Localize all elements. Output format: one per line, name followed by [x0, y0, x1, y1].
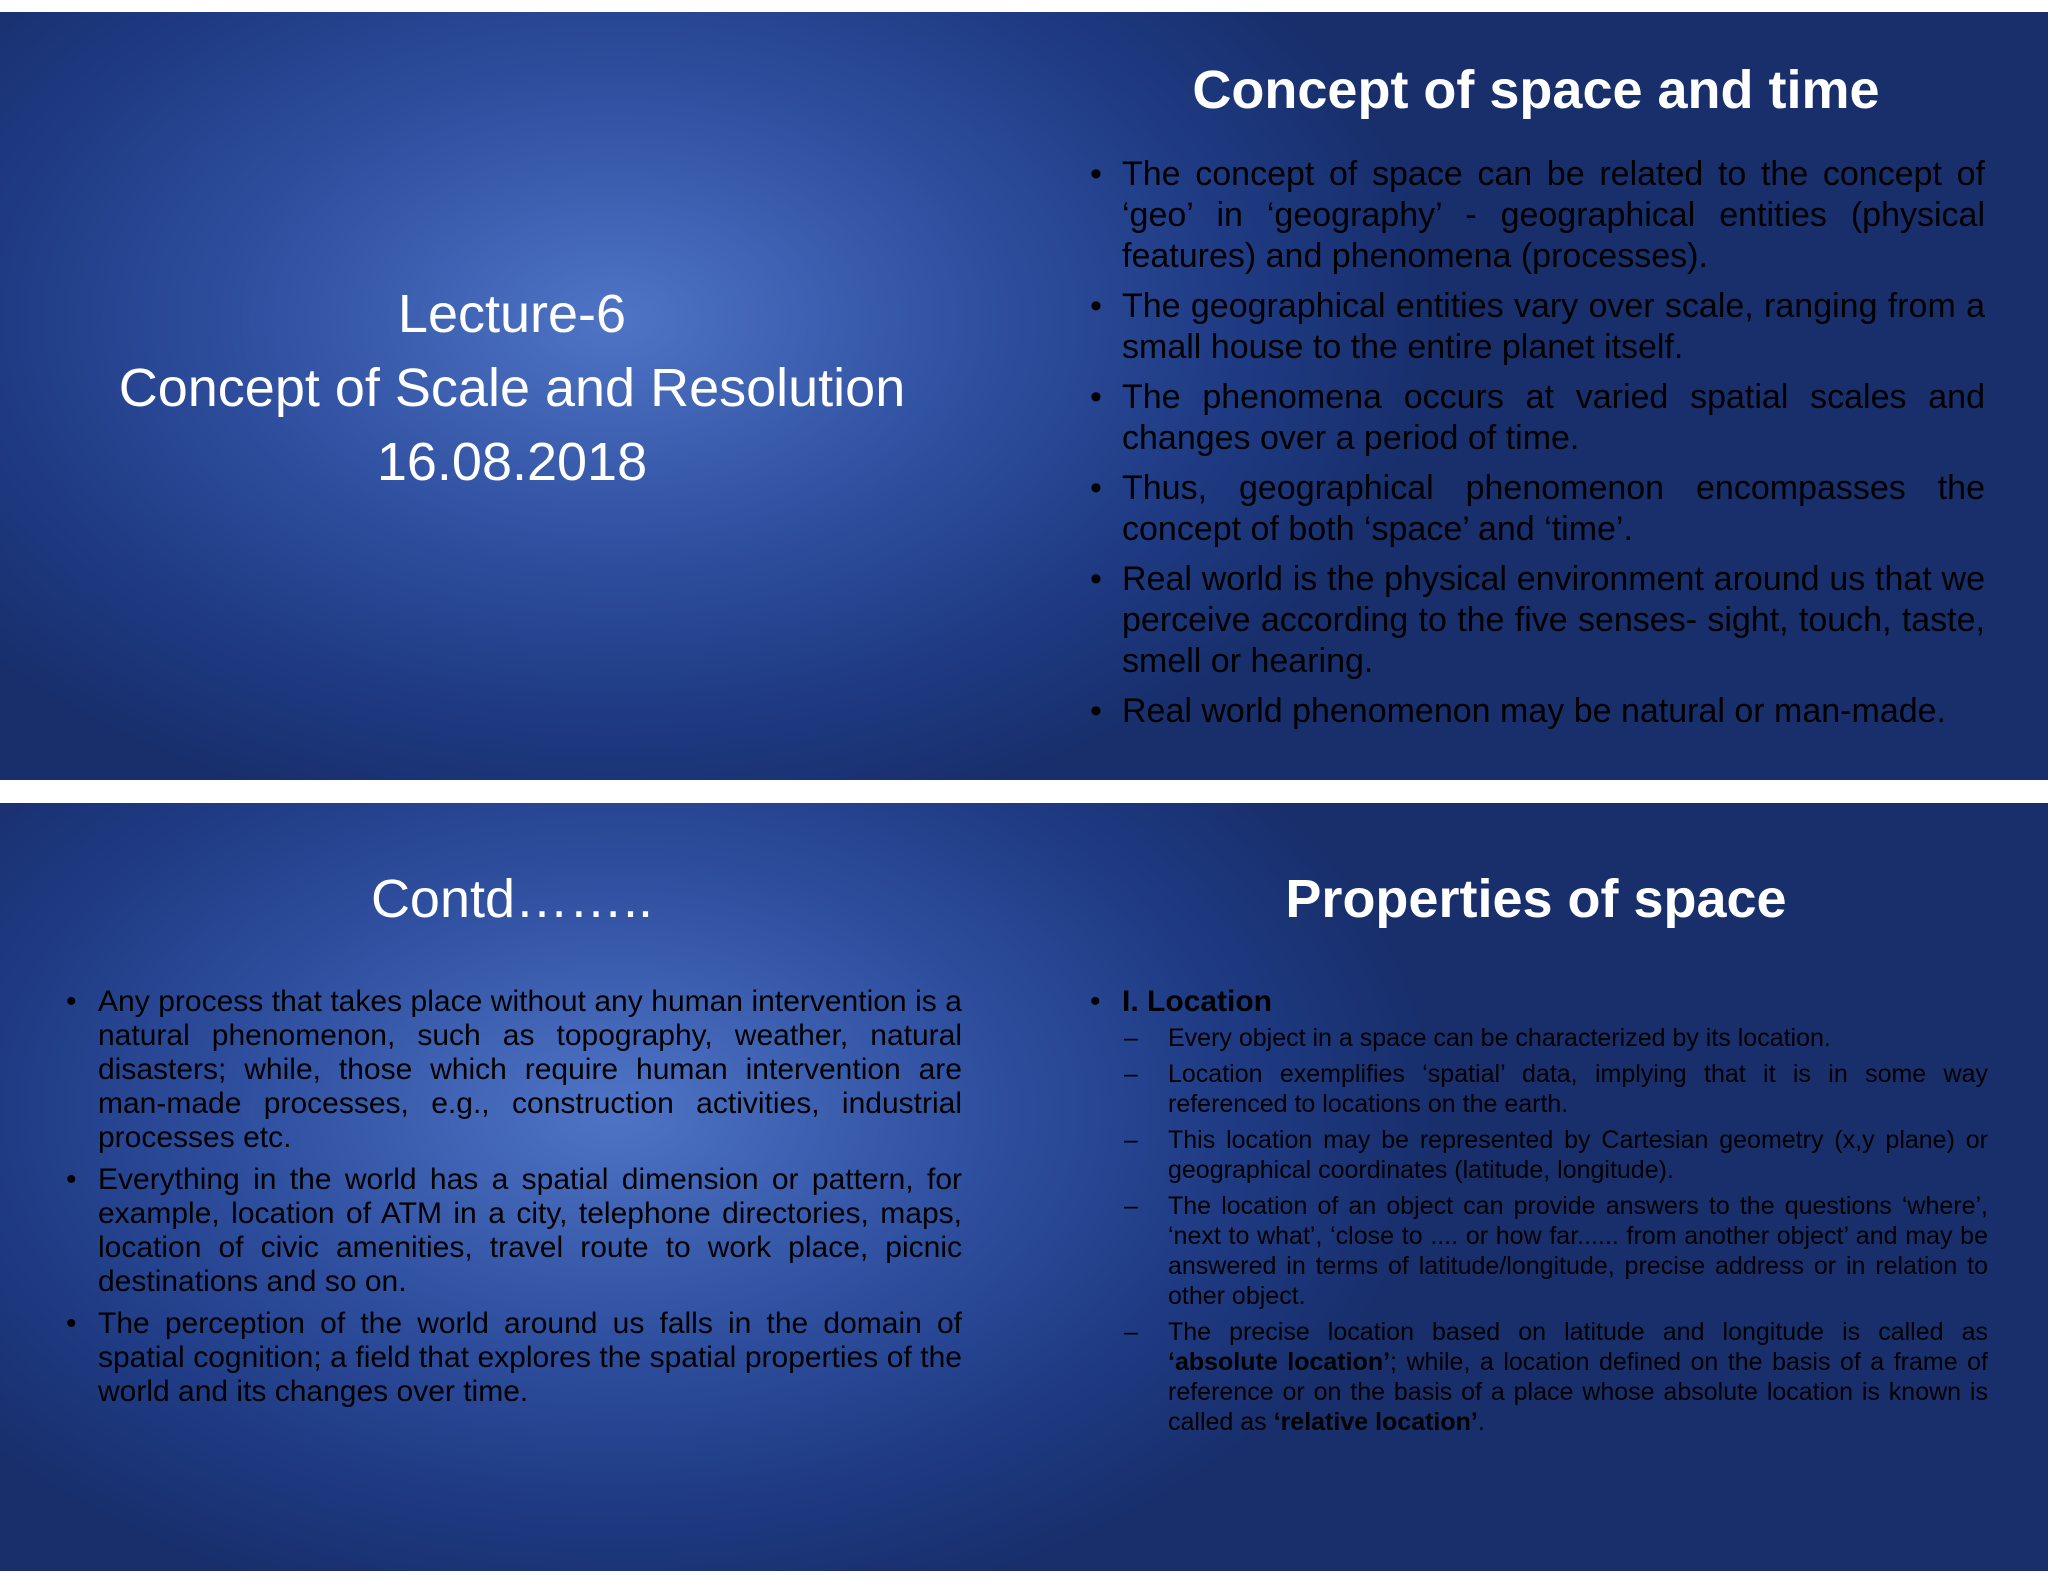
sub-bullet-item: – The location of an object can provide answers to the questions ‘where’, ‘next to what’, ‘close to .... or how far...... from another object’ and may be answered in terms of latitude/longitude, precise address or in relation to other object. — [1122, 1191, 1988, 1311]
text-segment: The precise location based on latitude and longitude is called as — [1168, 1318, 1988, 1346]
bullet-item: • The phenomena occurs at varied spatial scales and changes over a period of time. — [1090, 377, 1985, 459]
sub-bullet-item: – Every object in a space can be characterized by its location. — [1122, 1023, 1988, 1053]
bullet-item — [1090, 985, 1988, 1437]
absolute-location-term: ‘absolute location’ — [1168, 1348, 1391, 1376]
bullet-item: • Any process that takes place without any human intervention is a natural phenomenon, such as topography, weather, natural disasters; while, those which require human intervention are man-made processes, e.g., construction activities, industrial processes etc. — [66, 985, 962, 1155]
text-segment: ; while, a location defined on the basis of a frame of reference or on the basis of a place whose absolute location is known is called as — [1168, 1348, 1988, 1436]
slide-row-bottom — [0, 803, 2048, 1571]
sub-bullet-item: – This location may be represented by Cartesian geometry (x,y plane) or geographical coordinates (latitude, longitude). — [1122, 1125, 1988, 1185]
title-block — [0, 277, 1024, 499]
bullet-item: • Real world is the physical environment around us that we perceive according to the five senses- sight, touch, taste, smell or hearing. — [1090, 559, 1985, 682]
sub-bullet-list — [1122, 1023, 1988, 1437]
bullet-item: • Everything in the world has a spatial dimension or pattern, for example, location of ATM in a city, telephone directories, maps, location of civic amenities, travel route to work place, picnic destinations and so on. — [66, 1163, 962, 1299]
bullet-item: • Real world phenomenon may be natural or man-made. — [1090, 691, 1985, 732]
bullet-item: • Thus, geographical phenomenon encompasses the concept of both ‘space’ and ‘time’. — [1090, 468, 1985, 550]
bullet-item: • The perception of the world around us falls in the domain of spatial cognition; a field that explores the spatial properties of the world and its changes over time. — [66, 1307, 962, 1409]
text-segment: . — [1477, 1408, 1485, 1436]
sub-bullet-item — [1122, 1317, 1988, 1437]
slide-title: Properties of space — [1285, 869, 1787, 929]
section-heading: I. Location — [1122, 985, 1272, 1018]
slide-row-top — [0, 12, 2048, 780]
bullet-list — [1090, 154, 1985, 741]
slide-title: Contd…….. — [370, 869, 654, 929]
lecture-title: Concept of Scale and Resolution — [118, 358, 906, 418]
sub-bullet-item: – Location exemplifies ‘spatial’ data, implying that it is in some way referenced to locations on the earth. — [1122, 1059, 1988, 1119]
bullet-list — [66, 985, 962, 1417]
slide-title: Concept of space and time — [1192, 60, 1880, 120]
title-slide — [0, 12, 1024, 780]
relative-location-term: ‘relative location’ — [1273, 1408, 1478, 1436]
bullet-list — [1090, 985, 1988, 1443]
lecture-date: 16.08.2018 — [376, 432, 648, 492]
bullet-item: • The geographical entities vary over scale, ranging from a small house to the entire planet itself. — [1090, 286, 1985, 368]
bullet-item: • The concept of space can be related to the concept of ‘geo’ in ‘geography’ - geographical entities (physical features) and phenomena (processes). — [1090, 154, 1985, 277]
lecture-number: Lecture-6 — [397, 284, 627, 344]
